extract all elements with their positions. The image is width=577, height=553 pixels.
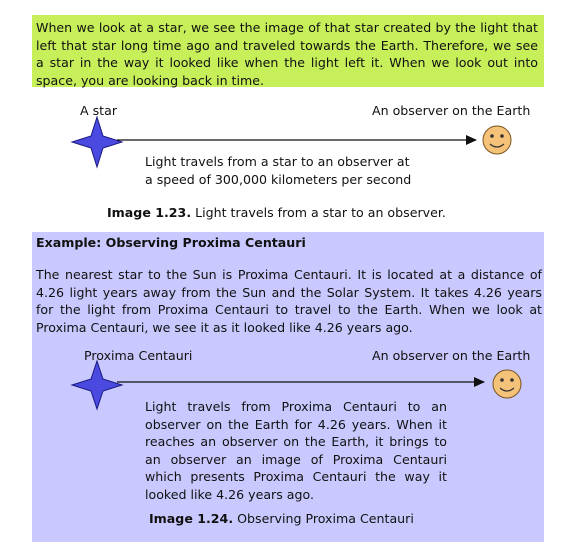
light-arrow <box>117 377 485 387</box>
intro-paragraph: When we look at a star, we see the image of that star created by the light that left that star long time ago and traveled towards the Earth. Therefore, we see a star in the way it looked like when the light left it. When we look out into space, you are looking back in time. <box>32 15 544 87</box>
example-title: Example: Observing Proxima Centauri <box>36 235 306 250</box>
observer-label: An observer on the Earth <box>372 103 531 118</box>
description-line: a speed of 300,000 kilometers per second <box>145 171 412 187</box>
description-line: Light travels from a star to an observer at <box>145 154 410 169</box>
star-icon <box>72 361 122 409</box>
caption-text: Light travels from a star to an observer. <box>195 205 446 220</box>
figure2-description: Light travels from Proxima Centauri to an observer on the Earth for 4.26 years. When it reaches an observer on the Earth, it brings to an observer an image of Proxima Centauri which presents Proxima Centauri the way it looked like 4.26 years ago. <box>145 399 447 502</box>
figure2-caption <box>149 511 414 526</box>
star-label: A star <box>80 103 118 118</box>
example-body: The nearest star to the Sun is Proxima Centauri. It is located at a distance of 4.26 light years away from the Sun and the Solar System. It takes 4.26 years for the light from Proxima Centauri to travel to the Earth. When we look at Proxima Centauri, we see it as it looked like 4.26 years ago. <box>36 267 542 335</box>
smiley-face-icon <box>493 370 521 398</box>
caption-text: Observing Proxima Centauri <box>237 511 414 526</box>
example-observer-label: An observer on the Earth <box>372 348 531 363</box>
caption-number: Image 1.24. <box>149 511 234 526</box>
proxima-label: Proxima Centauri <box>84 348 193 363</box>
caption-number: Image 1.23. <box>107 205 192 220</box>
